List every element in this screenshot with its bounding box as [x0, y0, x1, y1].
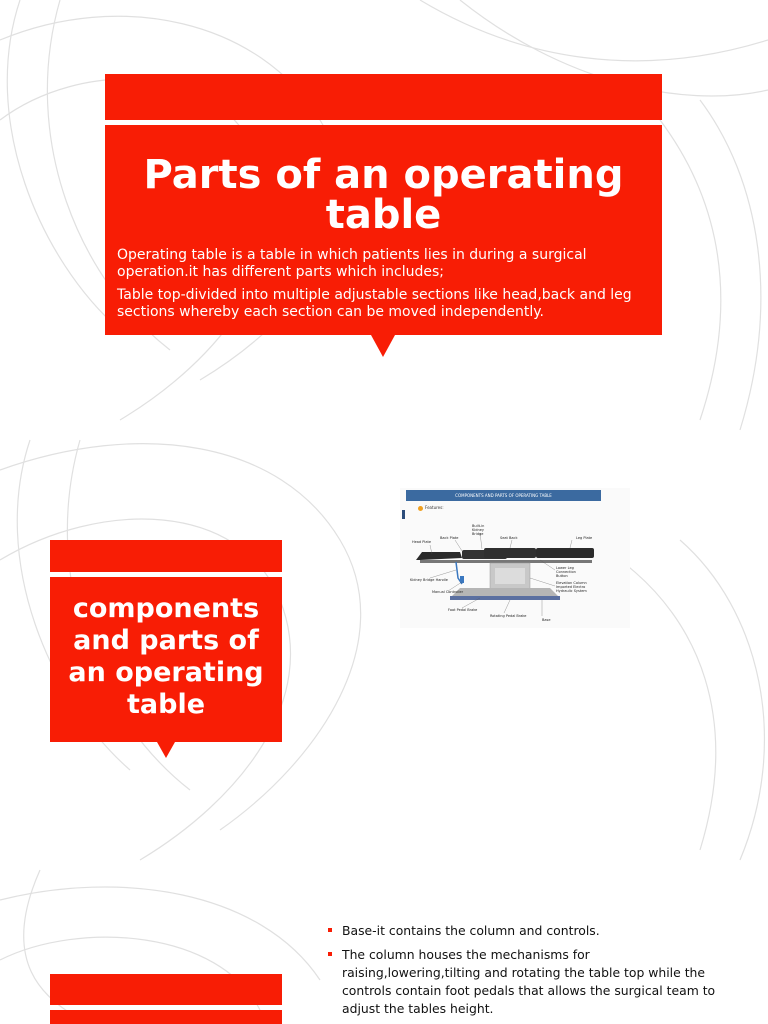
- slide-title: Parts of an operating table: [143, 152, 624, 238]
- body-paragraph-2: Table top-divided into multiple adjustable sections like head,back and leg sections whereby each section can be moved independently.: [117, 287, 632, 320]
- slide-1: [0, 0, 768, 430]
- bullet-list: [328, 922, 718, 1024]
- diagram-heading: COMPONENTS AND PARTS OF OPERATING TABLE: [406, 490, 601, 501]
- title-box: [105, 125, 662, 335]
- slide-body: [117, 247, 657, 327]
- bullet-text: The column houses the mechanisms for raising,lowering,tilting and rotating the table top while the controls contain foot pedals that allows the surgical team to adjust the tables height.: [342, 947, 716, 1016]
- body-paragraph-1: Operating table is a table in which patients lies in during a surgical operation.it has different parts which includes;: [117, 247, 587, 280]
- slide-2: [0, 430, 768, 860]
- title-box: [50, 577, 282, 742]
- title-top-bar: [105, 74, 662, 120]
- label-leg-plate: Leg Plate: [576, 536, 593, 540]
- label-seat-back: Seat Back: [500, 536, 518, 540]
- label-kidney-bridge: Built-in Kidney Bridge: [472, 524, 485, 536]
- label-base: Base: [542, 618, 551, 622]
- title-top-bar: [50, 540, 282, 572]
- title-box: [50, 1010, 282, 1024]
- label-foot-pedal-brake: Foot Pedal Brake: [448, 608, 478, 612]
- label-lower-leg-button: Lower Leg Connection Button: [556, 566, 576, 578]
- label-kidney-handle: Kidney Bridge Handle: [410, 578, 448, 582]
- features-label: Features:: [425, 505, 444, 510]
- list-item: [328, 922, 718, 940]
- title-top-bar: [50, 974, 282, 1005]
- callout-pointer: [371, 335, 395, 357]
- label-head-plate: Head Plate: [412, 540, 432, 544]
- list-item: [328, 946, 718, 1018]
- operating-table-illustration: [400, 488, 630, 628]
- label-back-plate: Back Plate: [440, 536, 459, 540]
- callout-pointer: [157, 742, 175, 758]
- slide-title: components and parts of an operating table: [68, 593, 264, 720]
- operating-table-diagram: [400, 488, 630, 628]
- slide-3: [0, 860, 768, 1024]
- bullet-text: Base-it contains the column and controls.: [342, 923, 600, 938]
- label-elevation-column: Elevation Column Imported Electro Hydraulic System: [556, 581, 587, 593]
- bullet-square-icon: [328, 928, 332, 932]
- bullet-square-icon: [328, 952, 332, 956]
- label-manual-controller: Manual Controller: [432, 590, 464, 594]
- label-rotating-pedal-brake: Rotating Pedal Brake: [490, 614, 527, 618]
